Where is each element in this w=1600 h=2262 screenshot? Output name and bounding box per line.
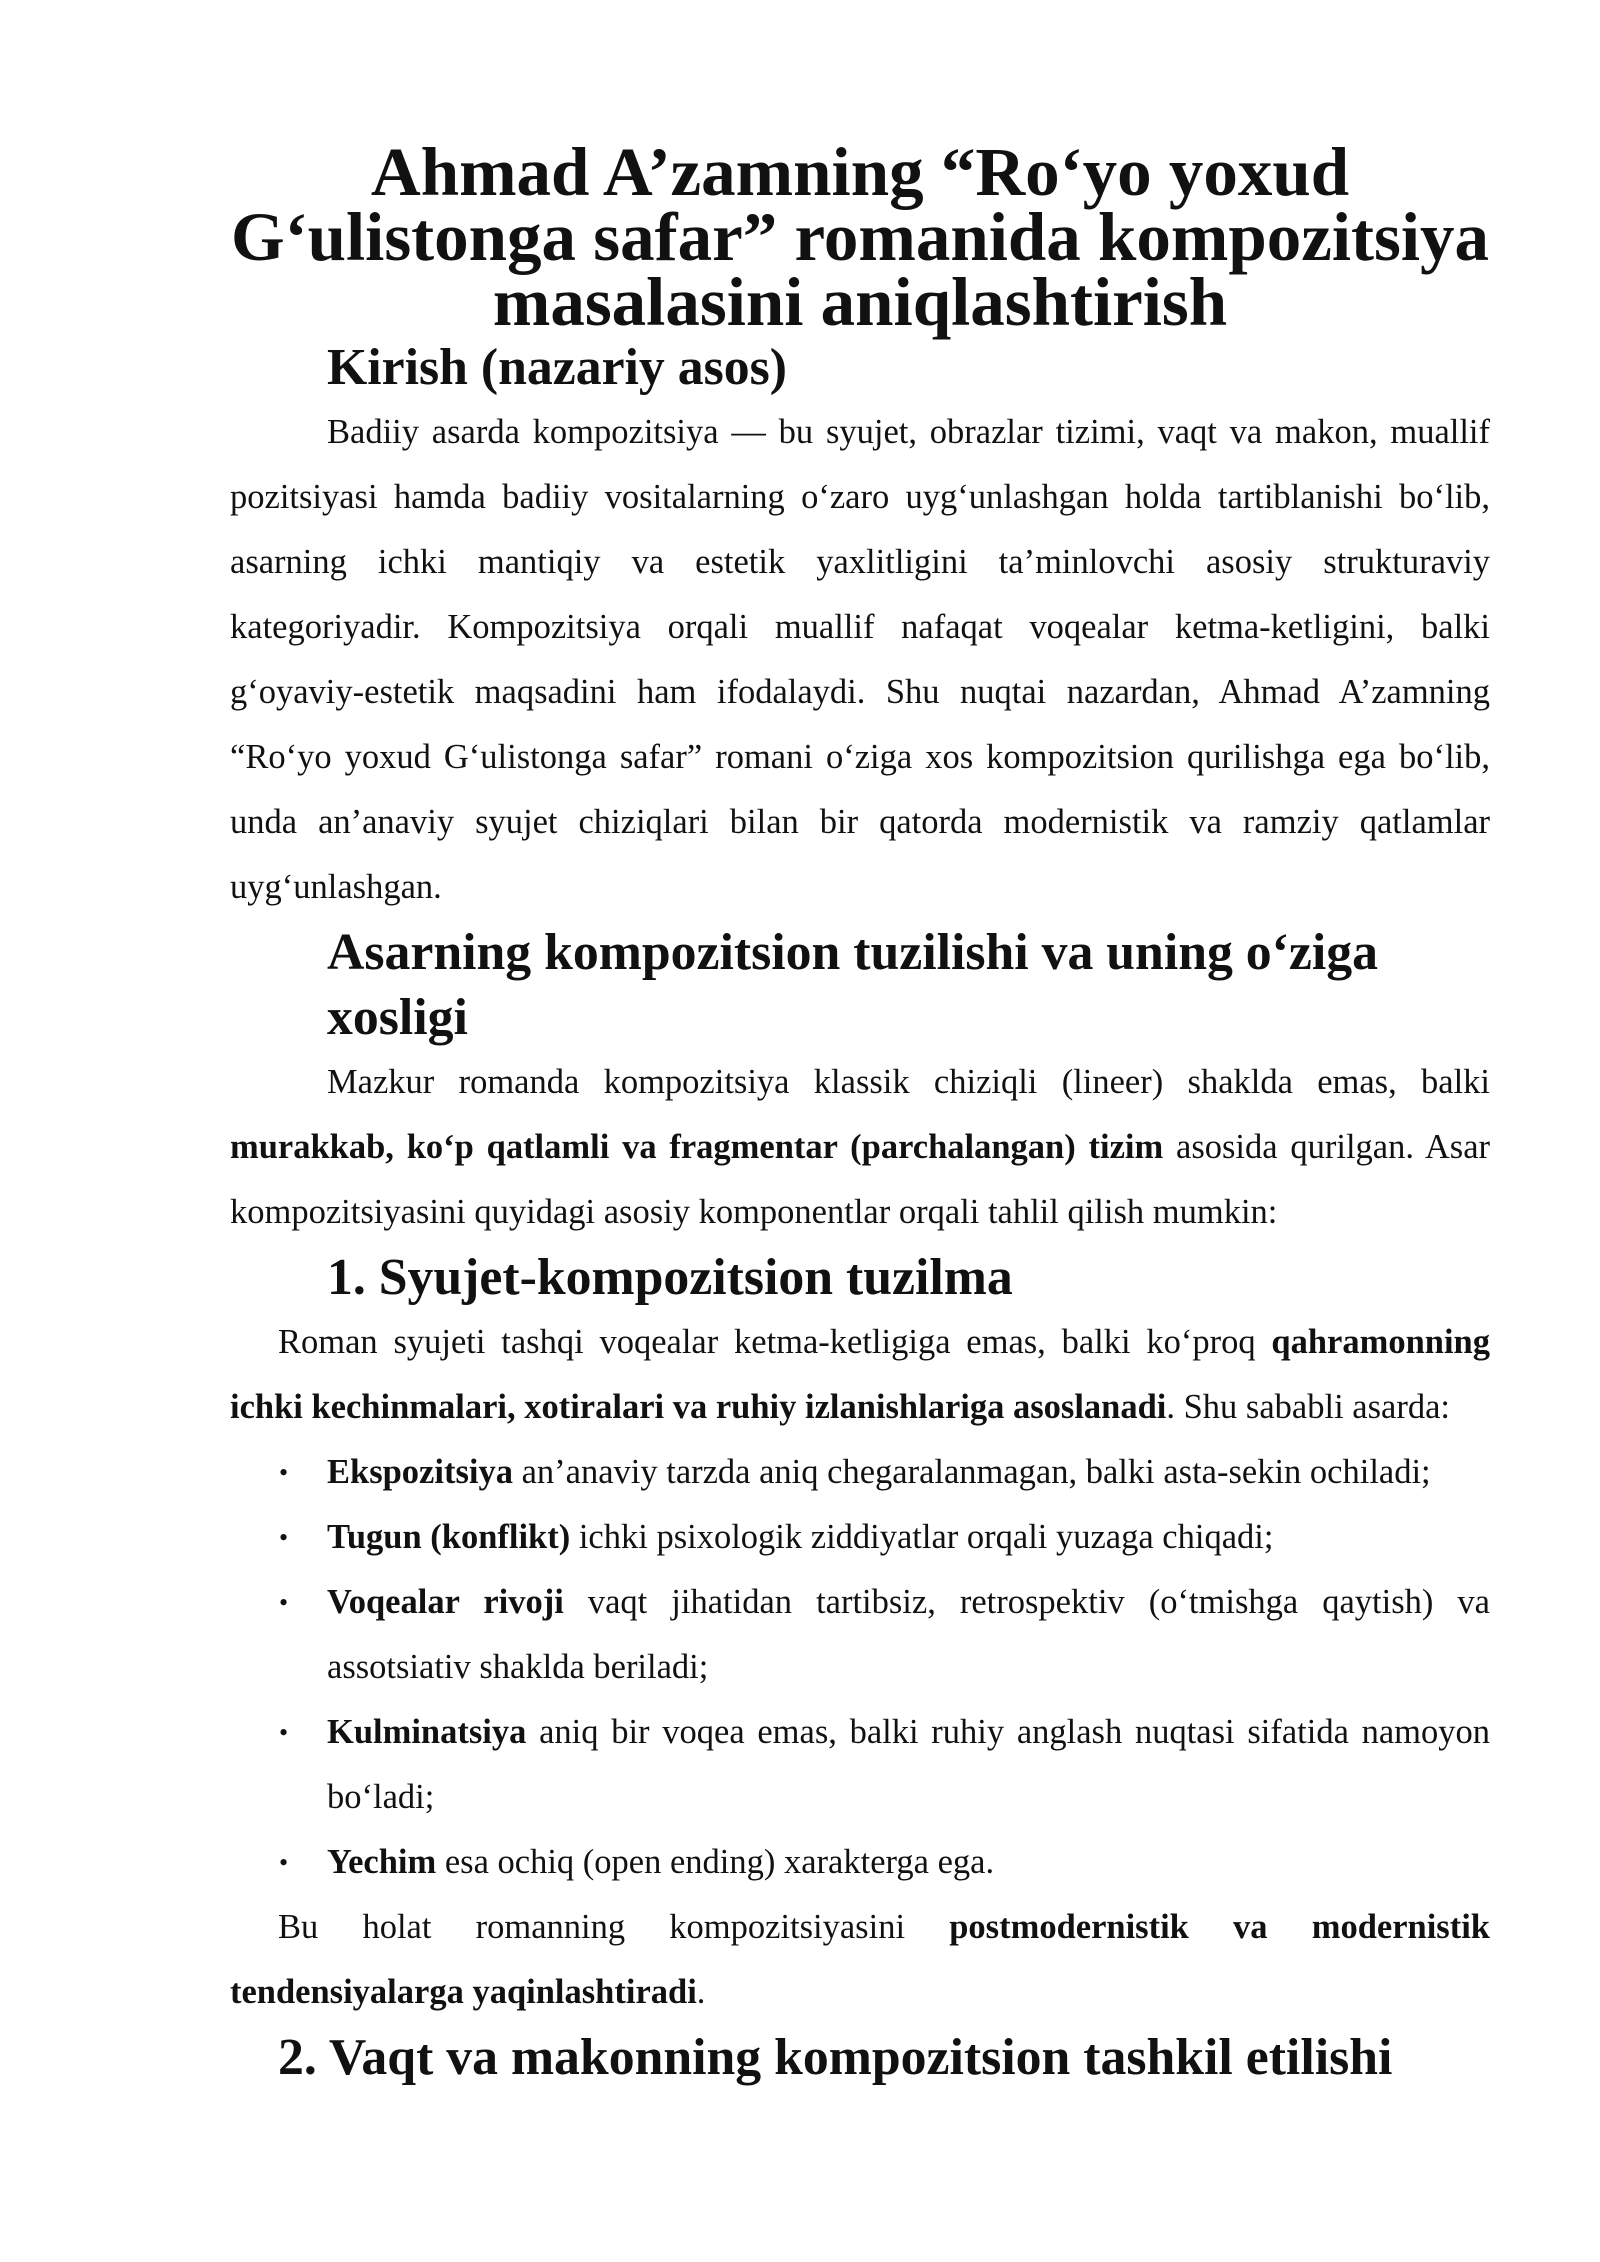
document-page xyxy=(230,134,1490,2090)
title-line-1: Ahmad A’zamning “Ro‘yo yoxud G‘ulistonga safar” romanida kompozitsiya xyxy=(230,134,1490,275)
paragraph-structure-text-a: Mazkur romanda kompozitsiya klassik chiziqli (lineer) shaklda emas, balki xyxy=(327,1063,1490,1101)
list-item xyxy=(230,1830,1490,1895)
paragraph-intro: Badiiy asarda kompozitsiya — bu syujet, obrazlar tizimi, vaqt va makon, muallif pozitsiyasi hamda badiiy vositalarning o‘zaro uyg‘unlashgan holda tartiblanishi bo‘lib, asarning ichki mantiqiy va estetik yaxlitligini ta’minlovchi asosiy strukturaviy kategoriyadir. Kompozitsiya orqali muallif nafaqat voqealar ketma-ketligini, balki g‘oyaviy-estetik maqsadini ham ifodalaydi. Shu nuqtai nazardan, Ahmad A’zamning “Ro‘yo yoxud G‘ulistonga safar” romani o‘ziga xos kompozitsion qurilishga ega bo‘lib, unda an’anaviy syujet chiziqlari bilan bir qatorda modernistik va ramziy qatlamlar uyg‘unlashgan. xyxy=(230,413,1490,906)
paragraph-holat xyxy=(230,1895,1490,2025)
list-item-text: aniq bir voqea emas, balki ruhiy anglash nuqtasi sifatida namoyon bo‘ladi; xyxy=(327,1713,1490,1816)
bullet-icon: • xyxy=(279,1848,289,1877)
title-line-2: masalasini aniqlashtirish xyxy=(492,264,1228,340)
heading-intro: Kirish (nazariy asos) xyxy=(327,339,787,396)
paragraph-syujet-text-a: Roman syujeti tashqi voqealar ketma-ketligiga emas, balki ko‘proq xyxy=(278,1323,1272,1361)
paragraph-structure xyxy=(230,1050,1490,1245)
paragraph-syujet xyxy=(230,1310,1490,1440)
bullet-list xyxy=(230,1440,1490,1895)
list-item-term: Voqealar rivoji xyxy=(327,1583,564,1621)
paragraph-syujet-text-c: . Shu sababli asarda: xyxy=(1166,1388,1450,1426)
list-item xyxy=(230,1700,1490,1830)
heading-structure: Asarning kompozitsion tuzilishi va uning o‘ziga xosligi xyxy=(327,924,1378,1046)
list-item-term: Kulminatsiya xyxy=(327,1713,527,1751)
list-item-term: Yechim xyxy=(327,1843,437,1881)
bullet-icon: • xyxy=(279,1588,289,1617)
list-item-text: ichki psixologik ziddiyatlar orqali yuzaga chiqadi; xyxy=(570,1518,1274,1556)
bullet-icon: • xyxy=(279,1458,289,1487)
list-item xyxy=(230,1440,1490,1505)
paragraph-structure-emphasis: murakkab, ko‘p qatlamli va fragmentar (parchalangan) tizim xyxy=(230,1128,1164,1166)
bullet-icon: • xyxy=(279,1523,289,1552)
bullet-icon: • xyxy=(279,1718,289,1747)
document-title xyxy=(230,134,1490,340)
list-item xyxy=(230,1505,1490,1570)
list-item-text: vaqt jihatidan tartibsiz, retrospektiv (o‘tmishga qaytish) va assotsiativ shaklda beriladi; xyxy=(327,1583,1490,1686)
list-item-text: esa ochiq (open ending) xarakterga ega. xyxy=(436,1843,995,1881)
heading-vaqt: 2. Vaqt va makonning kompozitsion tashkil etilishi xyxy=(278,2029,1393,2086)
paragraph-holat-text-a: Bu holat romanning kompozitsiyasini xyxy=(278,1908,950,1946)
paragraph-structure-text-c: asosida qurilgan. Asar kompozitsiyasini quyidagi asosiy komponentlar orqali tahlil qilish mumkin: xyxy=(230,1128,1490,1231)
list-item-term: Tugun (konflikt) xyxy=(327,1518,571,1556)
paragraph-syujet-emphasis: qahramonning ichki kechinmalari, xotiralari va ruhiy izlanishlariga asoslanadi xyxy=(230,1323,1490,1426)
list-item-term: Ekspozitsiya xyxy=(327,1453,513,1491)
list-item xyxy=(230,1570,1490,1700)
list-item-text: an’anaviy tarzda aniq chegaralanmagan, balki asta-sekin ochiladi; xyxy=(512,1453,1431,1491)
paragraph-holat-text-c: . xyxy=(696,1973,706,2011)
paragraph-holat-emphasis: postmodernistik va modernistik tendensiyalarga yaqinlashtiradi xyxy=(230,1908,1490,2011)
heading-syujet: 1. Syujet-kompozitsion tuzilma xyxy=(327,1249,1013,1306)
